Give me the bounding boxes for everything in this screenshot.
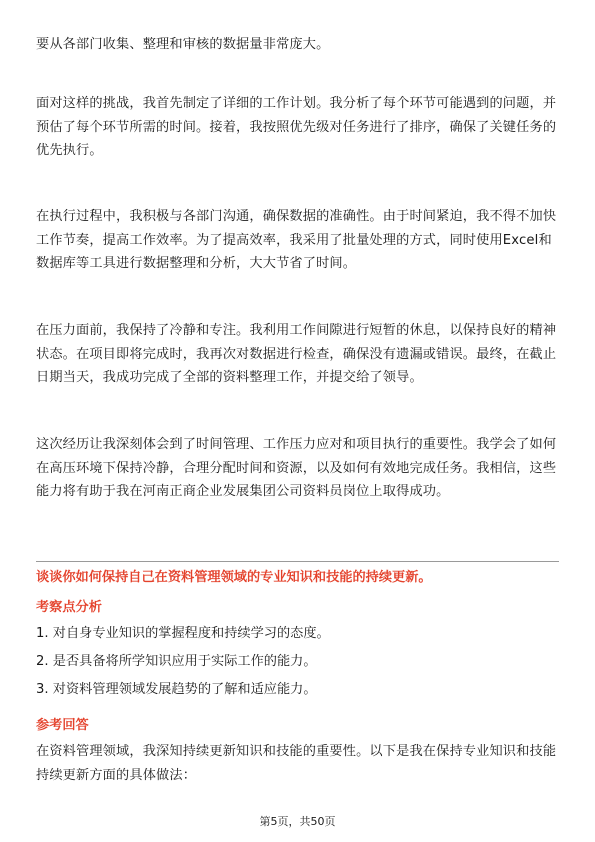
section-divider <box>36 561 559 562</box>
analysis-heading: 考察点分析 <box>36 600 102 615</box>
answer-heading: 参考回答 <box>36 718 89 733</box>
body-paragraph: 在压力面前，我保持了冷静和专注。我利用工作间隙进行短暂的休息，以保持良好的精神状态。在项目即将完成时，我再次对数据进行检查，确保没有遗漏或错误。最终，在截止日期当天，我成功完成了全部的资料整理工作，并提交给了领导。 <box>36 323 557 385</box>
body-paragraph: 这次经历让我深刻体会到了时间管理、工作压力应对和项目执行的重要性。我学会了如何在高压环境下保持冷静，合理分配时间和资源，以及如何有效地完成任务。我相信，这些能力将有助于我在河南正商企业发展集团公司资料员岗位上取得成功。 <box>36 437 557 499</box>
answer-paragraph: 在资料管理领域，我深知持续更新知识和技能的重要性。以下是我在保持专业知识和技能持续更新方面的具体做法： <box>36 744 557 783</box>
body-paragraph: 要从各部门收集、整理和审核的数据量非常庞大。 <box>36 37 330 52</box>
analysis-item: 3. 对资料管理领域发展趋势的了解和适应能力。 <box>36 682 317 697</box>
page-number: 第5页，共50页 <box>259 815 336 828</box>
analysis-item: 1. 对自身专业知识的掌握程度和持续学习的态度。 <box>36 626 330 641</box>
body-paragraph: 面对这样的挑战，我首先制定了详细的工作计划。我分析了每个环节可能遇到的问题，并预估了每个环节所需的时间。接着，我按照优先级对任务进行了排序，确保了关键任务的优先执行。 <box>36 96 557 158</box>
body-paragraph: 在执行过程中，我积极与各部门沟通，确保数据的准确性。由于时间紧迫，我不得不加快工作节奏，提高工作效率。为了提高效率，我采用了批量处理的方式，同时使用Excel和数据库等工具进行数据整理和分析，大大节省了时间。 <box>36 209 557 271</box>
analysis-item: 2. 是否具备将所学知识应用于实际工作的能力。 <box>36 654 317 669</box>
interview-question: 谈谈你如何保持自己在资料管理领域的专业知识和技能的持续更新。 <box>36 570 432 585</box>
